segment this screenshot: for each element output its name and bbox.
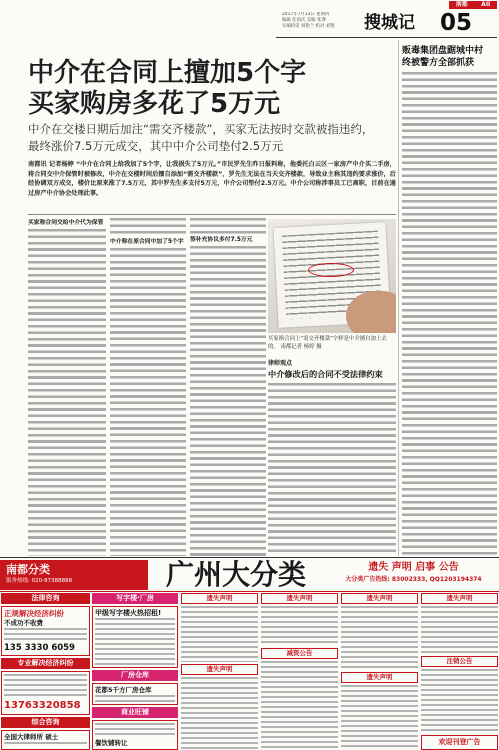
notice-column bbox=[181, 593, 258, 750]
ad-headline: 花都5千方厂房仓库 bbox=[95, 686, 152, 694]
notice-column bbox=[261, 593, 338, 750]
notice-text-lines bbox=[181, 677, 258, 750]
ad-box bbox=[1, 671, 90, 715]
newspaper-logo bbox=[449, 1, 497, 9]
notice-text-lines bbox=[261, 606, 338, 646]
notice-header: 减资公告 bbox=[261, 648, 338, 659]
highlight-mark bbox=[308, 263, 354, 277]
ad-text-lines bbox=[4, 742, 87, 747]
notice-header: 遗失声明 bbox=[341, 672, 418, 683]
side-headline bbox=[402, 45, 497, 69]
notice-text-lines bbox=[261, 661, 338, 750]
welcome-ad-box: 欢迎刊登广告 bbox=[421, 735, 498, 750]
divider bbox=[28, 214, 396, 215]
classifieds-title: 广州大分类 bbox=[166, 558, 307, 591]
classifieds-categories-box bbox=[328, 561, 499, 589]
ad-box bbox=[92, 720, 178, 750]
body-text-lines bbox=[190, 218, 266, 235]
ad-headline: 餐饮铺转让 bbox=[95, 739, 128, 747]
notice-text-lines bbox=[421, 669, 498, 733]
ad-box bbox=[92, 683, 178, 705]
editors-line: 编辑 任国庆 美编 张博 bbox=[282, 18, 326, 23]
notice-text-lines bbox=[341, 606, 418, 670]
notice-header: 遗失声明 bbox=[181, 664, 258, 675]
ad-text-lines bbox=[4, 674, 87, 699]
ad-headline: 全国大律师所 硕士 bbox=[4, 733, 59, 741]
body-text-lines bbox=[402, 72, 497, 556]
ad-category-header: 法律咨询 bbox=[1, 593, 90, 604]
ad-category-header: 写字楼·厂房 bbox=[92, 593, 178, 604]
section-heading: 中介称在原合同中加了5个字 bbox=[110, 239, 184, 245]
ad-hotline: 大分类广告热线: 83002333, QQ1203194374 bbox=[345, 576, 482, 583]
ad-phone: 135 3330 6059 bbox=[4, 643, 75, 653]
article-column bbox=[110, 218, 186, 556]
photo-caption: 买家指合同上“需交齐楼款”字样是中介擅自加上去的。 南都记者 杨婷 摄 bbox=[268, 336, 387, 350]
property-ads-column bbox=[92, 593, 178, 750]
ad-tagline: 不成功不收费 bbox=[4, 619, 43, 627]
ad-text-lines bbox=[95, 723, 175, 738]
editors-line: 实编检读 刘艳兰 校对 刘艳 bbox=[282, 24, 335, 29]
ad-phone: 13763320858 bbox=[4, 700, 81, 711]
section-heading: 签补充协议多付7.5万元 bbox=[190, 237, 253, 243]
main-headline: 中介在合同上擅加5个字 bbox=[28, 58, 307, 88]
notice-header: 注销公告 bbox=[421, 656, 498, 667]
notice-header: 遗失声明 bbox=[421, 593, 498, 604]
body-text-lines bbox=[110, 248, 186, 556]
ad-category-header: 综合咨询 bbox=[1, 717, 90, 728]
subheadline: 中介在交楼日期后加注“需交齐楼款”，买家无法按时交款被指违约， bbox=[28, 122, 374, 136]
body-text-lines bbox=[190, 246, 266, 556]
lawyer-label: 律师观点 bbox=[268, 360, 293, 367]
ad-category-header: 专业解决经济纠纷 bbox=[1, 658, 90, 669]
ad-text-lines bbox=[95, 695, 175, 702]
subheadline: 最终涨价7.5万元成交，其中中介公司垫付2.5万元 bbox=[28, 139, 284, 153]
notice-text-lines bbox=[421, 606, 498, 654]
notice-text-lines bbox=[341, 685, 418, 750]
page-meta bbox=[282, 12, 362, 30]
classifieds-rule bbox=[0, 591, 499, 592]
ad-headline: 正规解决经济纠纷 bbox=[4, 609, 64, 618]
section-heading: 买家称合同交给中介代为保管 bbox=[28, 220, 104, 226]
ad-text-lines bbox=[95, 618, 175, 665]
article-column bbox=[190, 218, 266, 556]
side-headline-line: 贩毒集团盘踞城中村 bbox=[402, 46, 484, 56]
notice-column bbox=[421, 593, 498, 750]
page-number: 05 bbox=[440, 10, 473, 36]
ad-headline: 甲级写字楼火热招租! bbox=[95, 609, 162, 617]
notice-text-lines bbox=[181, 606, 258, 662]
legal-ads-column bbox=[1, 593, 90, 750]
service-hotline: 服务热线: 020-87388888 bbox=[6, 578, 73, 584]
contract-photo bbox=[268, 219, 396, 333]
logo-edition: AII bbox=[481, 1, 491, 8]
body-text-lines bbox=[28, 229, 106, 556]
body-text-lines bbox=[110, 218, 186, 237]
ad-box bbox=[1, 606, 90, 656]
main-headline: 买家购房多花了5万元 bbox=[28, 89, 281, 119]
header-rule bbox=[276, 37, 497, 38]
notice-header: 遗失声明 bbox=[261, 593, 338, 604]
column-separator bbox=[398, 40, 399, 556]
body-text-lines bbox=[268, 383, 396, 556]
ad-box bbox=[1, 730, 90, 750]
section-title: 搜城记 bbox=[364, 13, 415, 33]
ad-text-lines bbox=[4, 628, 87, 642]
notice-header: 遗失声明 bbox=[341, 593, 418, 604]
issue-date: 2017年7月13日 星期四 bbox=[282, 12, 330, 17]
classifieds-brand: 南都分类 bbox=[6, 563, 50, 576]
notice-header: 遗失声明 bbox=[181, 593, 258, 604]
ad-category-header: 厂房仓库 bbox=[92, 670, 178, 681]
logo-brand: 南都 bbox=[455, 1, 468, 8]
article-column bbox=[28, 218, 106, 556]
ad-box bbox=[92, 606, 178, 668]
classifieds-brand-box bbox=[0, 560, 148, 590]
lawyer-headline: 中介修改后的合同不受法律约束 bbox=[268, 369, 383, 379]
lead-paragraph: 南都讯 记者杨婷 “中介在合同上给我加了5个字，让我损失了5万元。”市民罗先生昨日报料称，他委托白云区一家房产中介买二手房，将合同交中介保管时被修改，中介在交楼时间后擅自添加“需交齐楼款”，罗先生无法在当天交齐楼款，导致业主称其违约要求涨价，后经协调双方成交，楼价比原来涨了7.5万元，其中罗先生多支付5万元，中介公司垫付2.5万元。中介公司称涉事员工已离职，目前在通过房产中介协会处理此事。 bbox=[28, 161, 396, 197]
side-headline-line: 终被警方全部抓获 bbox=[402, 58, 475, 68]
classifieds-categories: 遗失 声明 启事 公告 bbox=[368, 562, 459, 573]
ad-category-header: 商业旺铺 bbox=[92, 707, 178, 718]
notice-column bbox=[341, 593, 418, 750]
